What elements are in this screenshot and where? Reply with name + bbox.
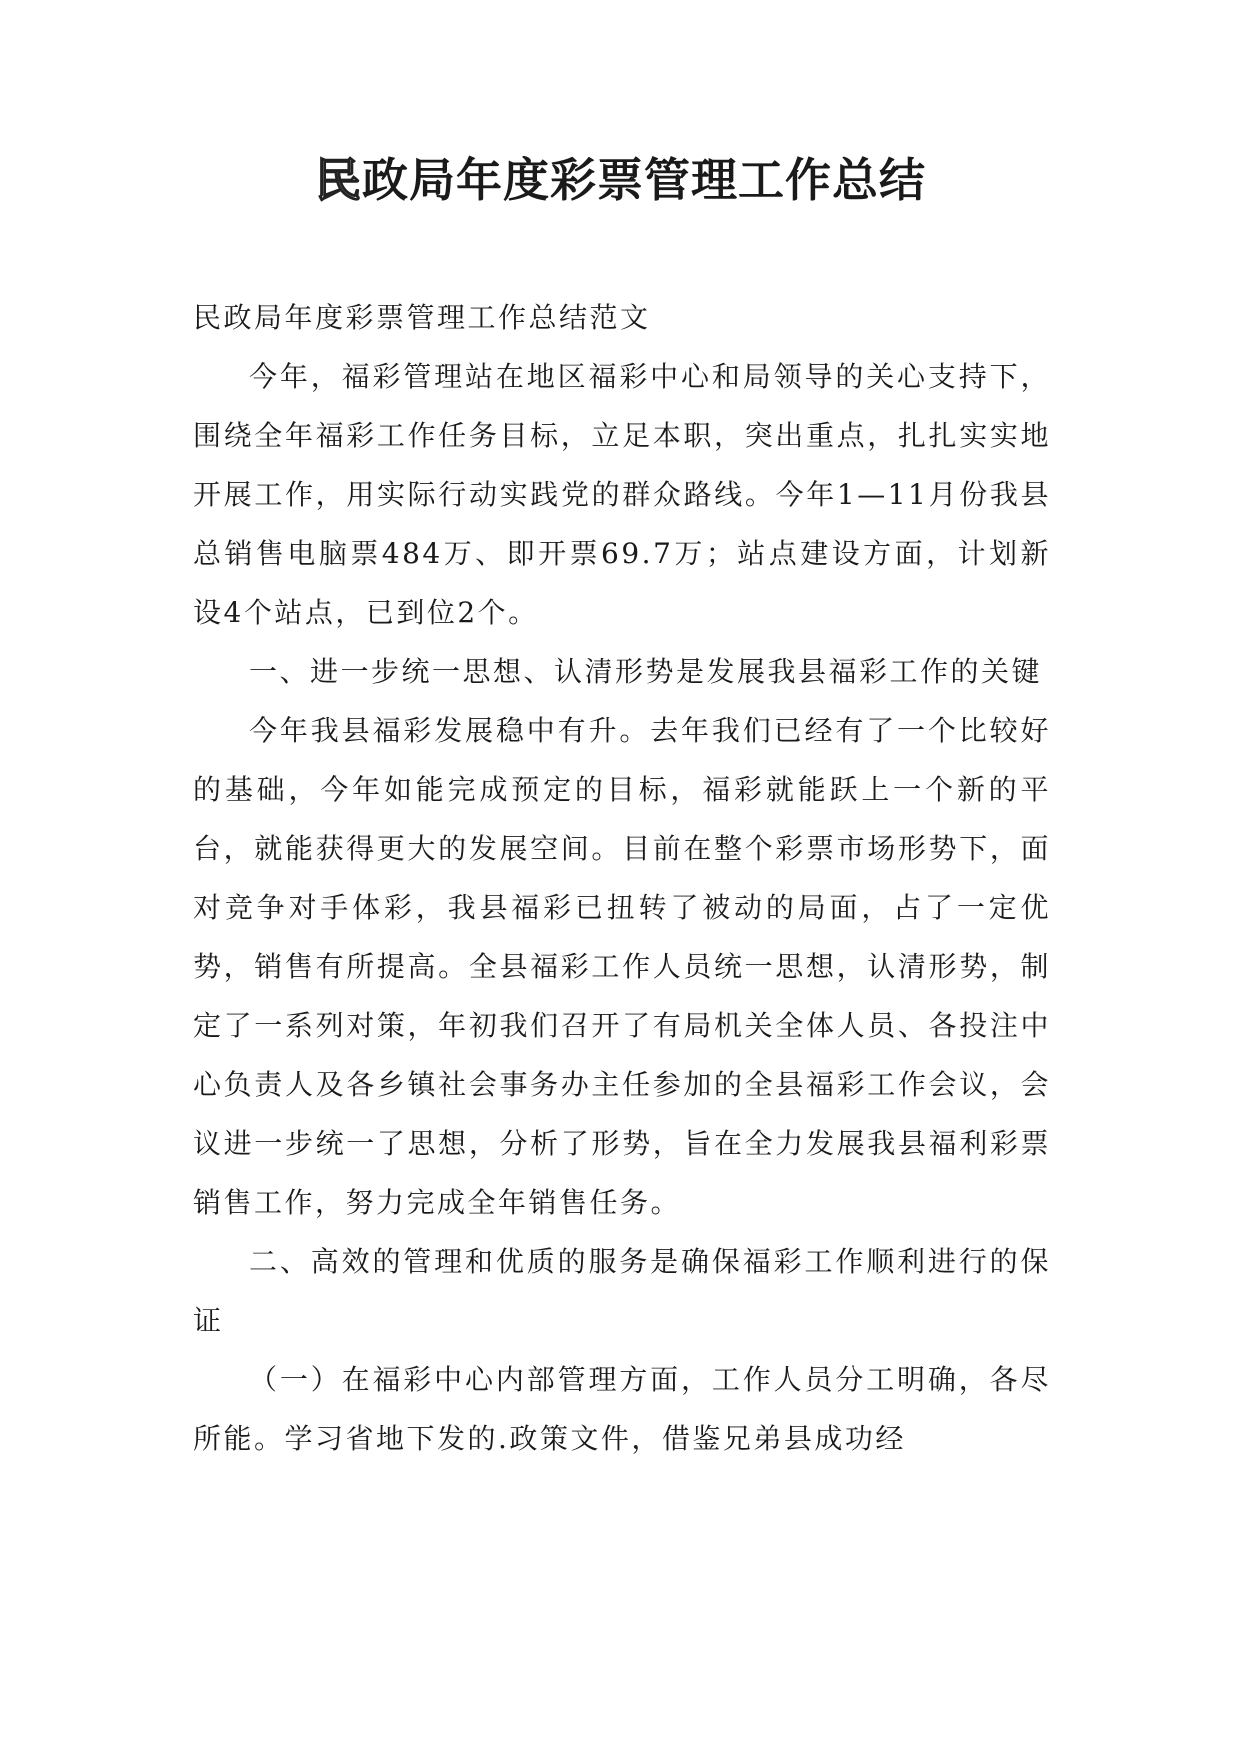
paragraph-section-1: 今年我县福彩发展稳中有升。去年我们已经有了一个比较好的基础，今年如能完成预定的目标，福彩就能跃上一个新的平台，就能获得更大的发展空间。目前在整个彩票市场形势下，面对竞争对手体彩，我县福彩已扭转了被动的局面，占了一定优势，销售有所提高。全县福彩工作人员统一思想，认清形势，制定了一系列对策，年初我们召开了有局机关全体人员、各投注中心负责人及各乡镇社会事务办主任参加的全县福彩工作会议，会议进一步统一了思想，分析了形势，旨在全力发展我县福利彩票销售工作，努力完成全年销售任务。: [193, 714, 1051, 1219]
paragraph-section-2-1: （一）在福彩中心内部管理方面，工作人员分工明确，各尽所能。学习省地下发的.政策文件，借鉴兄弟县成功经: [193, 1363, 1051, 1455]
section-heading-2: 二、高效的管理和优质的服务是确保福彩工作顺利进行的保证: [193, 1245, 1051, 1337]
section-heading-1: 一、进一步统一思想、认清形势是发展我县福彩工作的关键: [249, 655, 1043, 688]
title-first-char: 民: [315, 153, 362, 207]
document-subtitle: 民政局年度彩票管理工作总结范文: [193, 301, 651, 334]
title-rest: 政局年度彩票管理工作总结: [362, 153, 926, 207]
paragraph-intro: 今年，福彩管理站在地区福彩中心和局领导的关心支持下，围绕全年福彩工作任务目标，立足本职，突出重点，扎扎实实地开展工作，用实际行动实践党的群众路线。今年1—11月份我县总销售电脑票484万、即开票69.7万；站点建设方面，计划新设4个站点，已到位2个。: [193, 360, 1051, 629]
document-title: [0, 150, 1241, 210]
document-body: [193, 288, 1051, 1468]
